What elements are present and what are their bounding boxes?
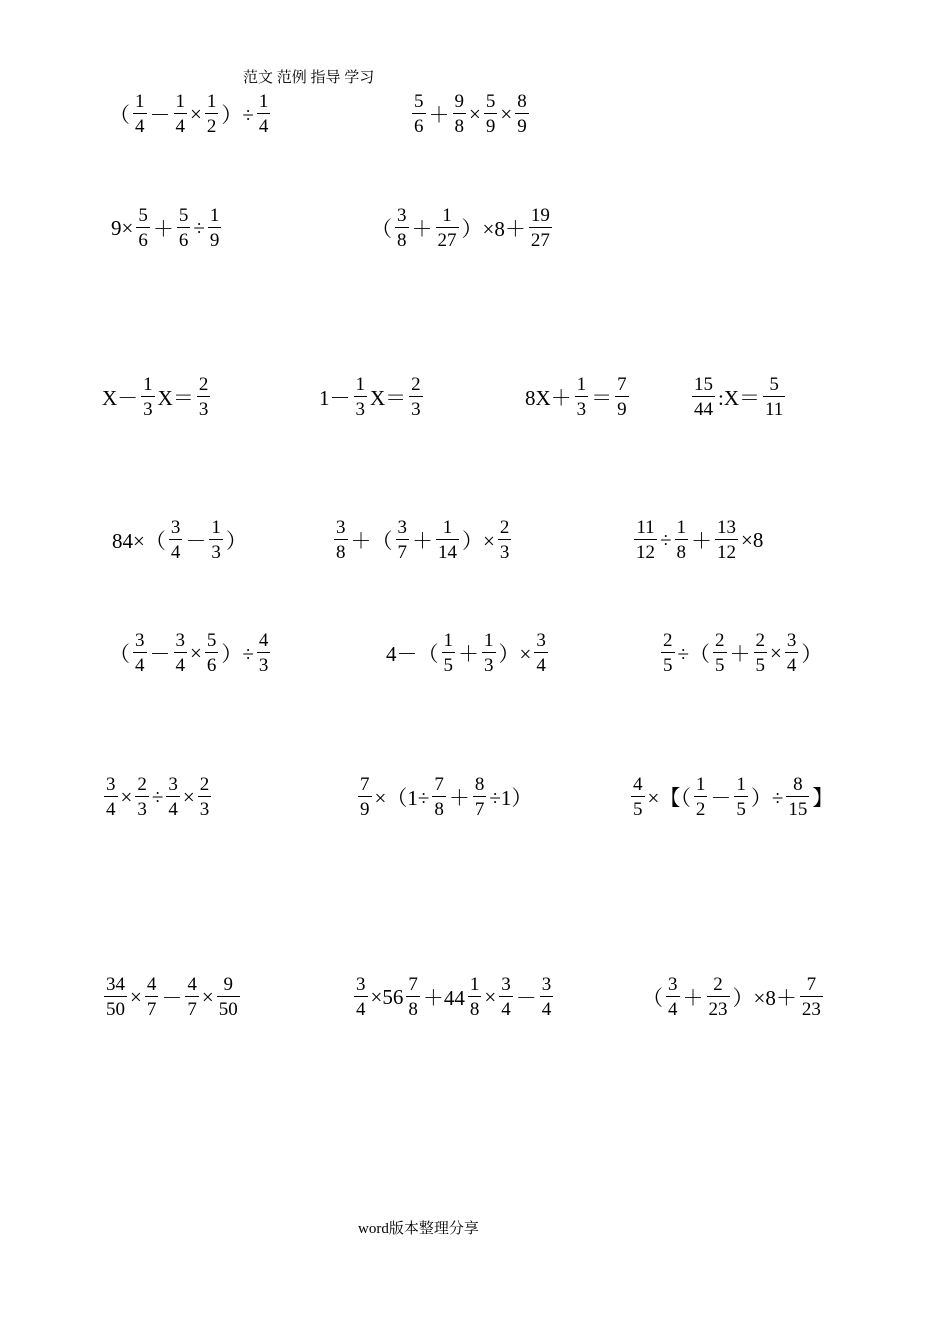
numerator: 5 xyxy=(178,205,189,226)
operator-text: ＋ xyxy=(411,217,433,241)
numerator: 3 xyxy=(175,630,185,651)
numerator: 5 xyxy=(414,91,424,112)
fraction xyxy=(540,975,554,1019)
fraction xyxy=(713,631,727,675)
operator-text: ＋（ xyxy=(350,529,393,553)
fraction xyxy=(205,92,219,136)
operator-text: X－ xyxy=(102,386,139,410)
denominator: 5 xyxy=(734,796,748,819)
numerator: 1 xyxy=(211,517,221,538)
fraction xyxy=(484,92,498,136)
operator-text: ÷ xyxy=(660,527,672,552)
fraction xyxy=(468,975,482,1019)
denominator: 8 xyxy=(453,113,467,136)
operator-text: ÷ xyxy=(151,784,164,809)
exercise-8 xyxy=(690,367,787,427)
denominator: 4 xyxy=(540,996,554,1019)
numerator: 3 xyxy=(536,630,546,651)
operator-text: － xyxy=(149,103,171,127)
operator-text: ÷（ xyxy=(677,642,711,666)
denominator: 5 xyxy=(442,652,456,675)
operator-text: － xyxy=(185,529,207,553)
operator-text: 8X＋ xyxy=(525,386,572,410)
numerator: 19 xyxy=(530,205,550,226)
denominator: 15 xyxy=(786,796,809,819)
fraction xyxy=(354,975,368,1019)
operator-text: ）× xyxy=(462,529,495,553)
denominator: 9 xyxy=(615,396,629,419)
exercise-5 xyxy=(101,367,212,427)
numerator: 7 xyxy=(360,774,370,795)
numerator: 2 xyxy=(499,517,510,538)
operator-text: × xyxy=(469,101,481,126)
fraction xyxy=(499,975,513,1019)
denominator: 4 xyxy=(169,539,183,562)
denominator: 4 xyxy=(104,796,118,819)
fraction xyxy=(412,92,426,136)
fraction xyxy=(169,518,183,562)
exercise-18 xyxy=(102,967,242,1027)
fraction xyxy=(666,975,680,1019)
fraction xyxy=(707,975,730,1019)
denominator: 4 xyxy=(133,652,147,675)
fraction xyxy=(763,375,785,419)
fraction xyxy=(197,375,211,419)
operator-text: ）× xyxy=(498,642,532,666)
exercise-3 xyxy=(110,198,223,258)
operator-text: 9× xyxy=(111,215,134,240)
numerator: 1 xyxy=(442,205,452,226)
exercise-1 xyxy=(108,84,272,144)
numerator: 3 xyxy=(336,517,346,538)
numerator: 2 xyxy=(137,774,147,795)
fraction xyxy=(104,775,118,819)
fraction xyxy=(135,775,149,819)
operator-text: － xyxy=(161,986,183,1010)
operator-text: ÷1） xyxy=(489,786,533,810)
operator-text: ＋44 xyxy=(422,986,465,1010)
denominator: 4 xyxy=(174,113,188,136)
fraction xyxy=(409,375,423,419)
exercise-15 xyxy=(102,767,213,827)
denominator: 14 xyxy=(436,539,459,562)
fraction xyxy=(166,775,180,819)
operator-text: × xyxy=(190,101,202,126)
fraction xyxy=(661,631,675,675)
operator-text: × xyxy=(182,784,195,809)
exercise-17 xyxy=(629,767,834,827)
fraction xyxy=(432,775,446,819)
numerator: 3 xyxy=(135,630,145,651)
numerator: 9 xyxy=(223,974,233,995)
denominator: 8 xyxy=(468,996,482,1019)
exercise-20 xyxy=(641,967,825,1027)
fraction xyxy=(800,975,823,1019)
numerator: 7 xyxy=(806,974,817,995)
fraction xyxy=(177,206,191,250)
numerator: 11 xyxy=(636,517,655,538)
fraction xyxy=(198,775,212,819)
fraction xyxy=(785,631,799,675)
page-footer: word版本整理分享 xyxy=(358,1221,479,1237)
numerator: 3 xyxy=(786,630,797,651)
fraction xyxy=(529,206,552,250)
operator-text: X＝ xyxy=(370,386,407,410)
fraction xyxy=(133,631,147,675)
denominator: 3 xyxy=(198,796,212,819)
numerator: 2 xyxy=(755,630,766,651)
denominator: 5 xyxy=(713,652,727,675)
numerator: 3 xyxy=(397,205,407,226)
denominator: 4 xyxy=(666,996,680,1019)
denominator: 3 xyxy=(498,539,512,562)
exercise-14 xyxy=(659,623,823,683)
operator-text: （ xyxy=(371,217,392,241)
denominator: 9 xyxy=(484,113,498,136)
numerator: 3 xyxy=(541,974,552,995)
fraction xyxy=(575,375,589,419)
numerator: 15 xyxy=(694,374,713,395)
numerator: 1 xyxy=(576,374,587,395)
operator-text: ×56 xyxy=(370,984,404,1009)
operator-text: × xyxy=(484,984,497,1009)
numerator: 1 xyxy=(695,774,706,795)
numerator: 5 xyxy=(769,374,779,395)
denominator: 6 xyxy=(205,652,219,675)
exercise-19 xyxy=(352,967,555,1027)
denominator: 7 xyxy=(185,996,199,1019)
fraction xyxy=(715,518,738,562)
denominator: 3 xyxy=(209,539,223,562)
denominator: 5 xyxy=(661,652,675,675)
numerator: 2 xyxy=(411,374,421,395)
fraction xyxy=(141,375,155,419)
denominator: 7 xyxy=(473,796,487,819)
denominator: 8 xyxy=(675,539,689,562)
exercise-13 xyxy=(385,623,550,683)
numerator: 5 xyxy=(485,91,496,112)
numerator: 3 xyxy=(501,974,511,995)
denominator: 2 xyxy=(205,113,219,136)
numerator: 5 xyxy=(138,205,148,226)
denominator: 27 xyxy=(436,227,459,250)
denominator: 44 xyxy=(692,396,715,419)
fraction xyxy=(136,206,150,250)
numerator: 1 xyxy=(209,205,220,226)
denominator: 50 xyxy=(104,996,127,1019)
fraction xyxy=(534,631,548,675)
denominator: 12 xyxy=(715,539,738,562)
fraction xyxy=(498,518,512,562)
numerator: 4 xyxy=(258,630,269,651)
operator-text: × xyxy=(120,784,133,809)
numerator: 5 xyxy=(206,630,217,651)
denominator: 7 xyxy=(396,539,410,562)
operator-text: ）×8＋ xyxy=(461,217,526,241)
numerator: 1 xyxy=(206,91,217,112)
denominator: 2 xyxy=(694,796,708,819)
operator-text: ＋ xyxy=(152,217,174,241)
denominator: 23 xyxy=(800,996,823,1019)
fraction xyxy=(675,518,689,562)
operator-text: ＋ xyxy=(729,642,751,666)
numerator: 1 xyxy=(258,91,269,112)
operator-text: ）×8＋ xyxy=(732,986,797,1010)
fraction xyxy=(396,518,410,562)
operator-text: ）÷ xyxy=(221,642,254,666)
denominator: 8 xyxy=(395,227,409,250)
numerator: 8 xyxy=(474,774,485,795)
fraction xyxy=(436,518,459,562)
operator-text: × xyxy=(770,640,782,665)
numerator: 2 xyxy=(713,974,723,995)
numerator: 3 xyxy=(668,974,678,995)
denominator: 23 xyxy=(707,996,730,1019)
operator-text: － xyxy=(149,642,171,666)
fraction xyxy=(615,375,629,419)
fraction xyxy=(395,206,409,250)
denominator: 3 xyxy=(257,652,271,675)
numerator: 9 xyxy=(454,91,464,112)
numerator: 7 xyxy=(408,974,418,995)
operator-text: ） xyxy=(801,642,823,666)
denominator: 4 xyxy=(499,996,513,1019)
numerator: 3 xyxy=(106,774,116,795)
denominator: 4 xyxy=(166,796,180,819)
operator-text: ）÷ xyxy=(750,786,784,810)
operator-text: － xyxy=(710,786,732,810)
fraction xyxy=(694,775,708,819)
operator-text: ） xyxy=(225,529,247,553)
denominator: 4 xyxy=(354,996,368,1019)
fraction xyxy=(145,975,159,1019)
operator-text: × xyxy=(130,984,142,1009)
numerator: 1 xyxy=(143,374,153,395)
denominator: 8 xyxy=(432,796,446,819)
numerator: 2 xyxy=(198,374,209,395)
denominator: 11 xyxy=(763,396,785,419)
operator-text: 4－（ xyxy=(386,642,439,666)
denominator: 27 xyxy=(529,227,552,250)
numerator: 1 xyxy=(442,517,453,538)
denominator: 3 xyxy=(575,396,589,419)
operator-text: :X＝ xyxy=(718,386,760,410)
denominator: 3 xyxy=(135,796,149,819)
fraction xyxy=(634,518,657,562)
operator-text: ＋ xyxy=(428,103,450,127)
fraction xyxy=(257,92,271,136)
fraction xyxy=(133,92,147,136)
fraction xyxy=(482,631,496,675)
numerator: 1 xyxy=(484,630,494,651)
numerator: 1 xyxy=(443,630,453,651)
fraction xyxy=(453,92,467,136)
fraction xyxy=(515,92,529,136)
fraction xyxy=(185,975,199,1019)
fraction xyxy=(257,631,271,675)
fraction xyxy=(174,631,188,675)
operator-text: （ xyxy=(642,986,663,1010)
numerator: 2 xyxy=(715,630,725,651)
denominator: 4 xyxy=(785,652,799,675)
operator-text: ＋ xyxy=(682,986,704,1010)
denominator: 6 xyxy=(177,227,191,250)
fraction xyxy=(334,518,348,562)
numerator: 3 xyxy=(397,517,407,538)
denominator: 4 xyxy=(174,652,188,675)
denominator: 50 xyxy=(217,996,240,1019)
operator-text: ÷ xyxy=(193,215,205,240)
denominator: 9 xyxy=(208,227,222,250)
exercise-6 xyxy=(318,367,425,427)
denominator: 3 xyxy=(141,396,155,419)
numerator: 3 xyxy=(168,774,178,795)
numerator: 1 xyxy=(469,974,480,995)
fraction xyxy=(631,775,645,819)
fraction xyxy=(104,975,127,1019)
fraction xyxy=(205,631,219,675)
operator-text: － xyxy=(515,986,537,1010)
numerator: 34 xyxy=(106,974,125,995)
operator-text: ＝ xyxy=(591,386,613,410)
operator-text: 84×（ xyxy=(112,529,166,553)
denominator: 6 xyxy=(412,113,426,136)
exercise-11 xyxy=(632,510,764,570)
fraction xyxy=(209,518,223,562)
denominator: 8 xyxy=(406,996,420,1019)
numerator: 4 xyxy=(187,974,197,995)
numerator: 1 xyxy=(175,91,185,112)
numerator: 2 xyxy=(199,774,210,795)
operator-text: ＋ xyxy=(448,786,470,810)
numerator: 1 xyxy=(135,91,145,112)
denominator: 3 xyxy=(197,396,211,419)
operator-text: （ xyxy=(109,642,130,666)
denominator: 9 xyxy=(515,113,529,136)
fraction xyxy=(436,206,459,250)
denominator: 4 xyxy=(257,113,271,136)
numerator: 8 xyxy=(793,774,803,795)
operator-text: ×【（ xyxy=(647,786,691,810)
operator-text: ×（1÷ xyxy=(374,786,430,810)
operator-text: ＋ xyxy=(412,529,433,553)
operator-text: 】 xyxy=(812,786,834,810)
operator-text: ）÷ xyxy=(221,103,254,127)
operator-text: （ xyxy=(109,103,130,127)
operator-text: × xyxy=(190,640,202,665)
numerator: 1 xyxy=(736,774,746,795)
fraction xyxy=(406,975,420,1019)
fraction xyxy=(208,206,222,250)
operator-text: × xyxy=(500,101,513,126)
numerator: 2 xyxy=(663,630,673,651)
exercise-4 xyxy=(370,198,554,258)
denominator: 3 xyxy=(482,652,496,675)
denominator: 6 xyxy=(136,227,150,250)
numerator: 3 xyxy=(170,517,181,538)
operator-text: ＋ xyxy=(458,642,479,666)
fraction xyxy=(217,975,240,1019)
operator-text: ＋ xyxy=(691,529,713,553)
fraction xyxy=(734,775,748,819)
fraction xyxy=(754,631,768,675)
numerator: 4 xyxy=(146,974,157,995)
exercise-9 xyxy=(111,510,248,570)
numerator: 3 xyxy=(356,974,366,995)
exercise-12 xyxy=(108,623,272,683)
denominator: 3 xyxy=(409,396,423,419)
denominator: 12 xyxy=(634,539,657,562)
operator-text: 1－ xyxy=(319,386,351,410)
fraction xyxy=(473,775,487,819)
page-header: 范文 范例 指导 学习 xyxy=(243,70,375,86)
fraction xyxy=(692,375,715,419)
fraction xyxy=(358,775,372,819)
fraction xyxy=(174,92,188,136)
numerator: 4 xyxy=(633,774,643,795)
denominator: 4 xyxy=(534,652,548,675)
fraction xyxy=(354,375,368,419)
denominator: 4 xyxy=(133,113,147,136)
numerator: 1 xyxy=(355,374,365,395)
exercise-2 xyxy=(410,84,531,144)
fraction xyxy=(442,631,456,675)
exercise-7 xyxy=(524,367,631,427)
numerator: 13 xyxy=(717,517,737,538)
exercise-16 xyxy=(356,767,533,827)
denominator: 7 xyxy=(145,996,159,1019)
fraction xyxy=(786,775,809,819)
denominator: 3 xyxy=(354,396,368,419)
operator-text: × xyxy=(201,984,214,1009)
denominator: 8 xyxy=(334,539,348,562)
numerator: 1 xyxy=(676,517,687,538)
numerator: 7 xyxy=(434,774,444,795)
exercise-10 xyxy=(332,510,513,570)
numerator: 8 xyxy=(517,91,527,112)
numerator: 7 xyxy=(617,374,627,395)
denominator: 5 xyxy=(631,796,645,819)
denominator: 9 xyxy=(358,796,372,819)
operator-text: ×8 xyxy=(741,527,764,552)
operator-text: X＝ xyxy=(157,386,194,410)
denominator: 5 xyxy=(754,652,768,675)
